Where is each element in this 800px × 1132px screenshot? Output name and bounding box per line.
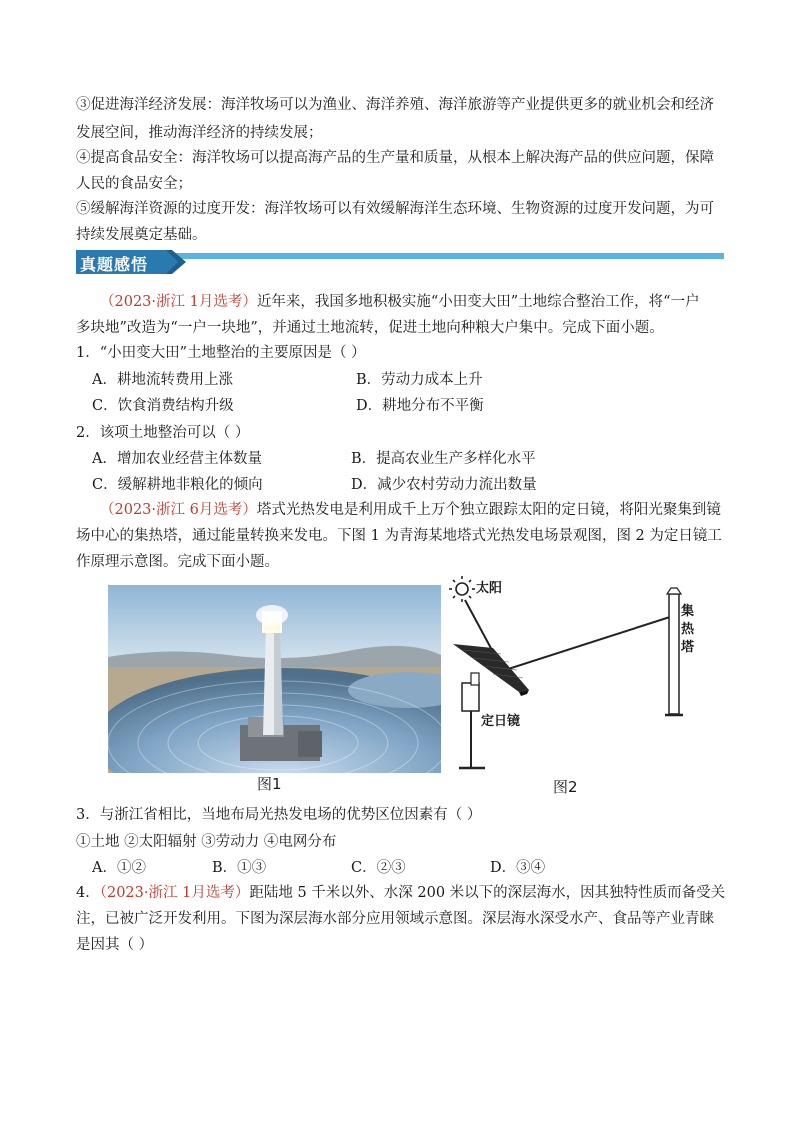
passage1-line2: 多块地”改造为“一户一块地”，并通过土地流转，促进土地向种粮大户集中。完成下面小题。 [76, 320, 664, 336]
q4-number: 4． [76, 885, 100, 901]
q2-option-a[interactable]: A．增加农业经营主体数量 [92, 451, 262, 467]
q1-option-b[interactable]: B．劳动力成本上升 [356, 372, 483, 388]
q1-stem: 1．“小田变大田”土地整治的主要原因是（ ） [76, 345, 366, 361]
intro-p4-line1: ④提高食品安全：海洋牧场可以提高海产品的生产量和质量，从根本上解决海产品的供应问题，保障 [76, 150, 714, 166]
intro-p3-line1: ③促进海洋经济发展：海洋牧场可以为渔业、海洋养殖、海洋旅游等产业提供更多的就业机会和经济 [76, 97, 714, 113]
q4-line1 [76, 883, 725, 903]
intro-p4-line2: 人民的食品安全； [76, 176, 192, 192]
q3-option-c[interactable]: C．②③ [351, 860, 406, 876]
q4-source: （2023·浙江 1月选考） [99, 885, 250, 901]
figure2-diagram [445, 570, 705, 785]
sun-label: 太阳 [476, 581, 503, 596]
passage1-line1 [100, 292, 700, 312]
q2-option-b[interactable]: B．提高农业生产多样化水平 [351, 451, 536, 467]
section-banner [76, 250, 724, 274]
passage2-line1 [100, 500, 721, 520]
q3-option-a[interactable]: A．①② [92, 860, 146, 876]
passage2-line2: 场中心的集热塔，通过能量转换来发电。下图 1 为青海某地塔式光热发电场景观图，图 2 为定日镜工 [76, 528, 722, 544]
passage2-source: （2023·浙江 6月选考） [100, 502, 257, 518]
q3-stem: 3．与浙江省相比，当地布局光热发电场的优势区位因素有（ ） [76, 807, 482, 823]
passage1-text-a: 近年来，我国多地积极实施“小田变大田”土地综合整治工作，将“一户 [256, 294, 700, 310]
q4-line2: 注，已被广泛开发利用。下图为深层海水部分应用领域示意图。深层海水深受水产、食品等产业青睐 [76, 911, 714, 927]
passage2-line3: 作原理示意图。完成下面小题。 [76, 554, 279, 570]
figure1-photo [108, 585, 441, 773]
q3-factors: ①土地 ②太阳辐射 ③劳动力 ④电网分布 [76, 834, 337, 850]
q4-line3: 是因其（ ） [76, 937, 154, 953]
passage2-text-a: 塔式光热发电是利用成千上万个独立跟踪太阳的定日镜，将阳光聚集到镜 [256, 502, 721, 518]
banner-stripe [166, 253, 724, 259]
intro-p5-line2: 持续发展奠定基础。 [76, 227, 207, 243]
q1-option-a[interactable]: A．耕地流转费用上涨 [92, 372, 233, 388]
intro-p5-line1: ⑤缓解海洋资源的过度开发：海洋牧场可以有效缓解海洋生态环境、生物资源的过度开发问题，为可 [76, 201, 714, 217]
q3-option-d[interactable]: D．③④ [490, 860, 546, 876]
figure1-caption: 图1 [257, 775, 282, 793]
q3-option-b[interactable]: B．①③ [212, 860, 267, 876]
q4-text-a: 距陆地 5 千米以外、水深 200 米以下的深层海水，因其独特性质而备受关 [249, 885, 726, 901]
passage1-source: （2023·浙江 1月选考） [100, 294, 257, 310]
tower-label-2: 热 [681, 622, 695, 637]
heliostat-label: 定日镜 [481, 714, 521, 729]
figure2-caption: 图2 [553, 778, 578, 796]
section-title: 真题感悟 [80, 255, 149, 274]
q1-option-c[interactable]: C．饮食消费结构升级 [92, 398, 234, 414]
q2-option-c[interactable]: C．缓解耕地非粮化的倾向 [92, 477, 263, 493]
q1-option-d[interactable]: D．耕地分布不平衡 [356, 398, 484, 414]
tower-label-1: 集 [681, 604, 695, 619]
tower-label-3: 塔 [681, 640, 695, 655]
q2-option-d[interactable]: D．减少农村劳动力流出数量 [351, 477, 537, 493]
intro-p3-line2: 发展空间，推动海洋经济的持续发展； [76, 125, 323, 141]
q2-stem: 2．该项土地整治可以（ ） [76, 425, 250, 441]
